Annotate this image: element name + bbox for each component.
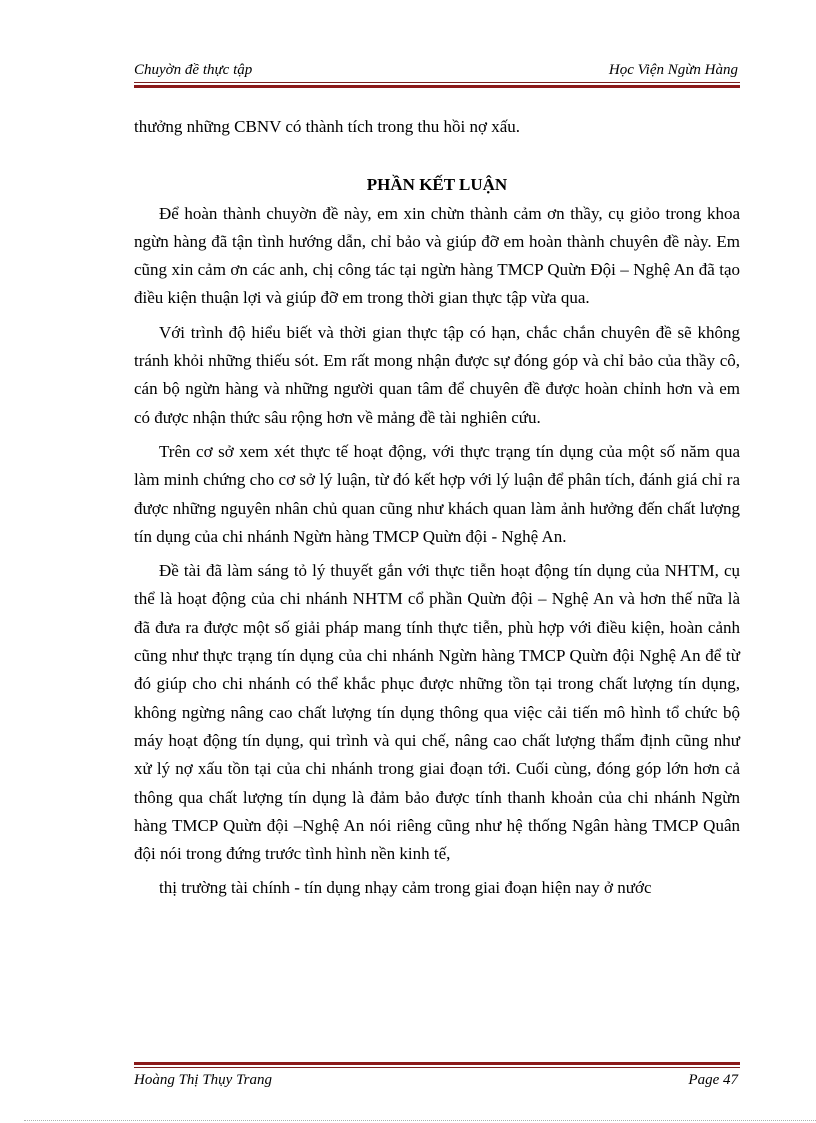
paragraph-2: Với trình độ hiểu biết và thời gian thực tập có hạn, chắc chắn chuyên đề sẽ không tránh khỏi những thiếu sót. Em rất mong nhận được sự đóng góp và chỉ bảo của thầy cô, cán bộ ngừn hàng và những người quan tâm để chuyên đề được hoàn chỉnh hơn và em có được nhận thức sâu rộng hơn về mảng đề tài nghiên cứu. — [134, 322, 740, 427]
footer-author: Hoàng Thị Thụy Trang — [134, 1072, 272, 1088]
header-rule-thick — [134, 85, 740, 88]
intro-line: thưởng những CBNV có thành tích trong thu hồi nợ xấu. — [134, 117, 520, 136]
page-content — [134, 113, 740, 903]
page-footer — [134, 1072, 738, 1094]
page-header — [134, 60, 738, 82]
paragraph-4: Đề tài đã làm sáng tỏ lý thuyết gắn với thực tiễn hoạt động tín dụng của NHTM, cụ thể là hoạt động của chi nhánh NHTM cổ phần Quừn đội – Nghệ An và hơn thế nữa là đã đưa ra được một số giải pháp mang tính thực tiễn, phù hợp với điều kiện, hoàn cảnh cũng như thực trạng tín dụng của chi nhánh Ngừn hàng TMCP Quừn đội Nghệ An để từ đó giúp cho chi nhánh có thể khắc phục được những tồn tại trong chất lượng tín dụng, không ngừng nâng cao chất lượng tín dụng thông qua việc cải tiến mô hình tổ chức bộ máy hoạt động tín dụng, qui trình và qui chế, nâng cao chất lượng thẩm định cũng như xử lý nợ xấu tồn tại của chi nhánh trong giai đoạn tới. Cuối cùng, đóng góp lớn hơn cả thông qua chất lượng tín dụng là đảm bảo được tính thanh khoản của chi nhánh Ngừn hàng TMCP Quừn đội –Nghệ An nói riêng cũng như hệ thống Ngân hàng TMCP Quân đội nói trong đứng trước tình hình nền kinh tế, — [134, 561, 740, 864]
footer-rule-thin — [134, 1067, 740, 1068]
header-rule-thin — [134, 82, 740, 83]
paragraph-5: thị trường tài chính - tín dụng nhạy cảm trong giai đoạn hiện nay ở nước — [159, 878, 652, 898]
header-left-title: Chuyờn đề thực tập — [134, 62, 253, 78]
paragraph-1: Để hoàn thành chuyờn đề này, em xin chừn thành cảm ơn thầy, cụ giỏo trong khoa ngừn hàng đã tận tình hướng dẫn, chỉ bảo và giúp đỡ em hoàn thành chuyên đề này. Em cũng xin cảm ơn các anh, chị công tác tại ngừn hàng TMCP Quừn Đội – Nghệ An đã tạo điều kiện thuận lợi và giúp đỡ em trong thời gian thực tập vừa qua. — [134, 203, 740, 308]
section-heading: PHẦN KẾT LUẬN — [366, 175, 508, 195]
footer-page-number: Page 47 — [688, 1072, 738, 1088]
page-edge-dotted-line — [24, 1120, 816, 1121]
footer-rule-thick — [134, 1062, 740, 1065]
paragraph-3: Trên cơ sở xem xét thực tế hoạt động, với thực trạng tín dụng của một số năm qua làm minh chứng cho cơ sở lý luận, từ đó kết hợp với lý luận để phân tích, đánh giá chỉ ra được những nguyên nhân chủ quan cũng như khách quan làm ảnh hưởng đến chất lượng tín dụng của chi nhánh Ngừn hàng TMCP Quừn đội - Nghệ An. — [134, 441, 740, 546]
header-right-title: Học Viện Ngừn Hàng — [608, 62, 738, 78]
